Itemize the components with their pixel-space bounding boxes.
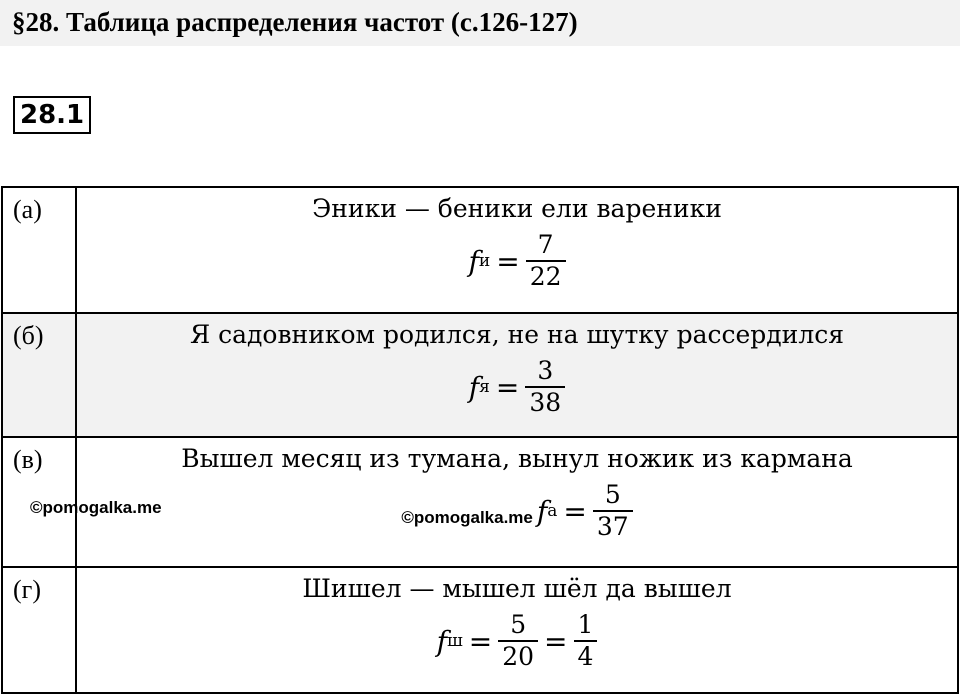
- row-label: (б): [3, 314, 77, 436]
- frequency-formula: [437, 610, 598, 672]
- phrase-text: Шишел — мышел шёл да вышел: [302, 574, 732, 603]
- page-title: §28. Таблица распределения частот (с.126-127): [12, 7, 578, 37]
- fraction: [526, 230, 566, 292]
- equals-sign: =: [563, 494, 587, 528]
- fraction-numerator: 7: [537, 230, 554, 259]
- frequency-formula: [401, 480, 632, 542]
- phrase-text: Вышел месяц из тумана, вынул ножик из кармана: [181, 444, 853, 473]
- fraction-denominator: 22: [529, 262, 562, 291]
- equals-sign: =: [496, 244, 520, 278]
- formula-subscript: ш: [446, 631, 463, 651]
- row-content: [77, 188, 957, 312]
- formula-variable: f: [468, 370, 480, 404]
- fraction-numerator: 5: [510, 610, 527, 639]
- phrase-text: Я садовником родился, не на шутку рассердился: [189, 320, 845, 349]
- equals-sign: =: [468, 624, 493, 658]
- watermark-inline: ©pomogalka.me: [401, 508, 533, 527]
- row-content: [77, 568, 957, 692]
- phrase-text: Эники — беники ели вареники: [312, 194, 722, 223]
- fraction-denominator: 20: [502, 642, 535, 671]
- formula-subscript: а: [547, 501, 558, 521]
- fraction: [525, 356, 565, 418]
- table-row: [3, 314, 957, 438]
- row-label: (а): [3, 188, 77, 312]
- equals-sign: =: [495, 370, 520, 404]
- fraction: [593, 480, 633, 542]
- frequency-formula: [469, 230, 566, 292]
- watermark: ©pomogalka.me: [30, 498, 162, 517]
- row-label: (г): [3, 568, 77, 692]
- row-label: (в): [3, 438, 77, 566]
- fraction: [498, 610, 538, 672]
- fraction: [574, 610, 598, 672]
- fraction-numerator: 3: [537, 356, 554, 385]
- formula-variable: f: [536, 494, 548, 528]
- fraction-denominator: 37: [596, 512, 629, 541]
- formula-variable: f: [468, 244, 479, 278]
- fraction-denominator: 38: [529, 388, 562, 417]
- row-content: [77, 438, 957, 566]
- frequency-formula: [469, 356, 565, 418]
- table-row: [3, 568, 957, 694]
- header-band: [0, 0, 960, 46]
- fraction-numerator: 5: [604, 480, 621, 509]
- fraction-numerator: 1: [577, 610, 594, 639]
- formula-subscript: я: [479, 377, 490, 397]
- task-number-box: 28.1: [13, 96, 91, 134]
- equals-sign: =: [544, 624, 568, 658]
- table-row: [3, 188, 957, 314]
- row-content: [77, 314, 957, 436]
- formula-subscript: и: [478, 251, 491, 271]
- formula-variable: f: [436, 624, 447, 658]
- frequency-table: [1, 186, 959, 694]
- fraction-denominator: 4: [577, 642, 594, 671]
